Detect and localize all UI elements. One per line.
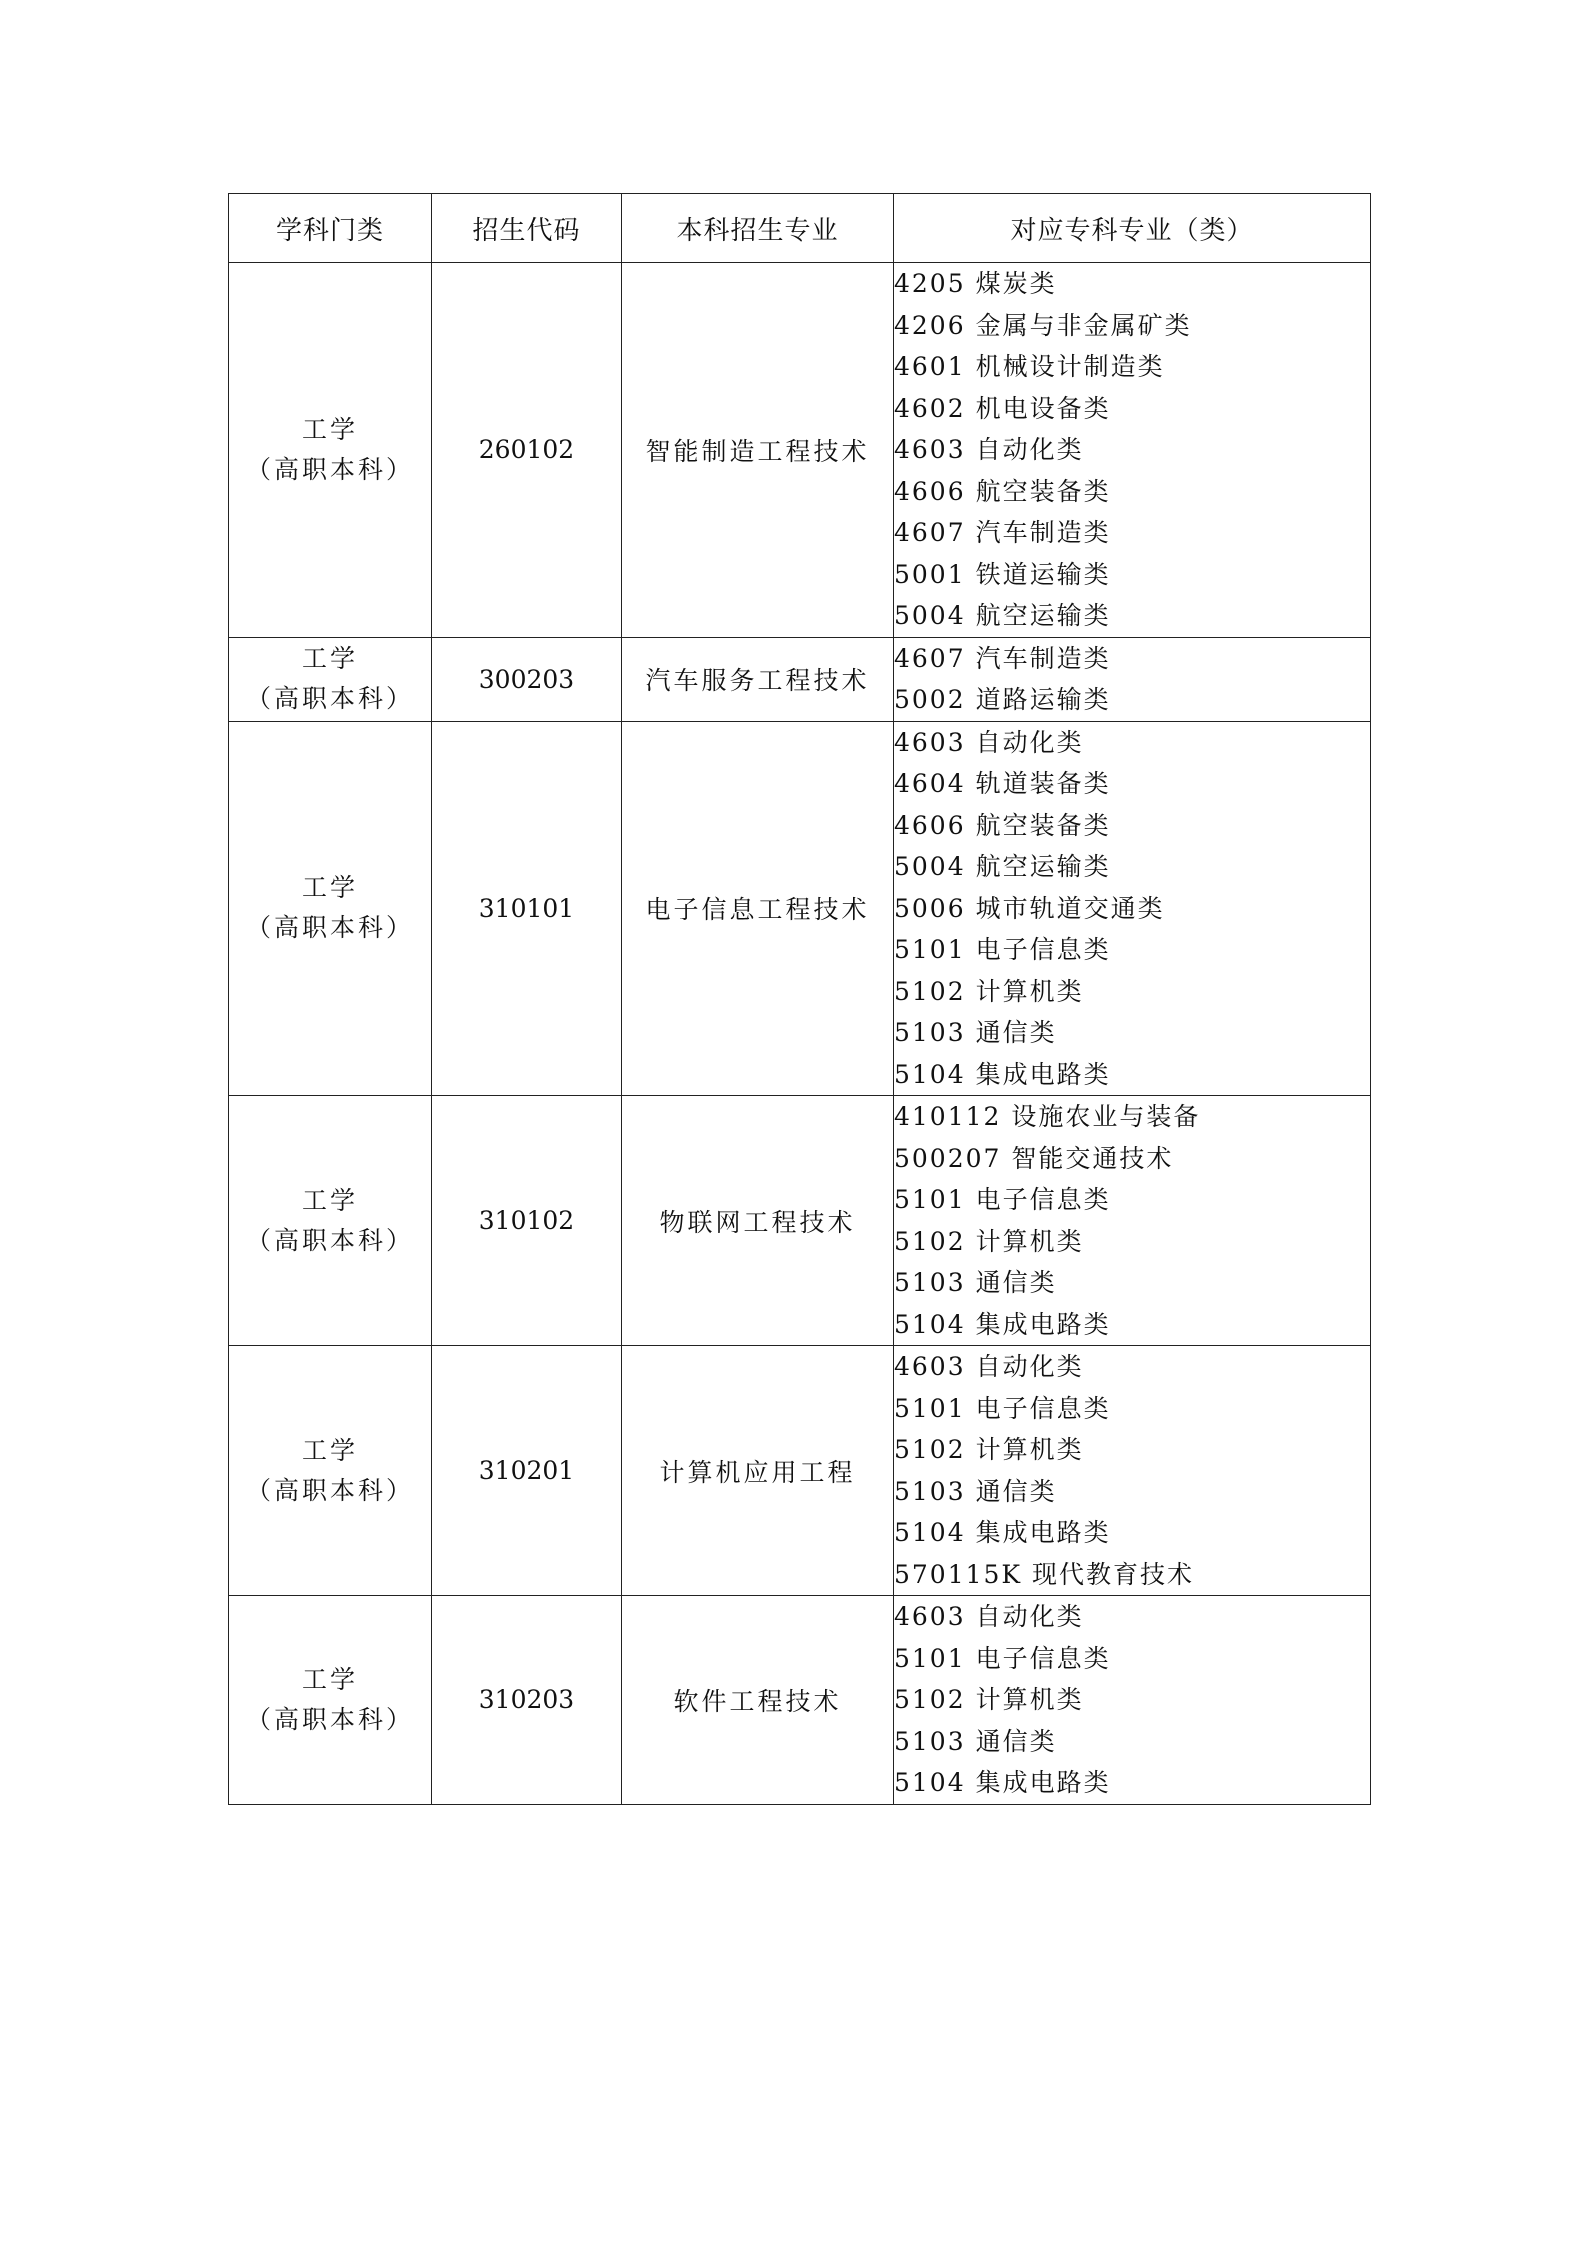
corresponding-item: 5103 通信类 <box>894 1726 1057 1756</box>
corresponding-item: 5102 计算机类 <box>894 1435 1084 1464</box>
corresponding-item: 5002 道路运输类 <box>894 685 1111 714</box>
corresponding-item: 5102 计算机类 <box>894 976 1084 1006</box>
category-cell <box>229 1096 432 1346</box>
corresponding-item: 5104 集成电路类 <box>894 1059 1111 1089</box>
category-label: 工学 <box>301 1185 358 1215</box>
category-label: 工学 <box>301 1435 358 1465</box>
header-row <box>229 194 1371 263</box>
corresponding-cell <box>894 1096 1371 1346</box>
major-cell: 物联网工程技术 <box>622 1096 894 1346</box>
corresponding-item: 4603 自动化类 <box>894 435 1084 464</box>
corresponding-item: 5001 铁道运输类 <box>894 559 1111 589</box>
corresponding-item: 4603 自动化类 <box>894 1602 1084 1631</box>
corresponding-item: 4607 汽车制造类 <box>894 643 1111 673</box>
corresponding-item: 5101 电子信息类 <box>894 1643 1111 1673</box>
major-cell: 计算机应用工程 <box>622 1346 894 1596</box>
header-code: 招生代码 <box>432 194 622 263</box>
corresponding-list <box>894 638 1370 721</box>
table-body <box>229 263 1371 1805</box>
table-row <box>229 721 1371 1096</box>
category-cell <box>229 721 432 1096</box>
level-label: （高职本科） <box>245 913 414 943</box>
code-cell: 310102 <box>432 1096 622 1346</box>
category-label: 工学 <box>301 1664 358 1694</box>
corresponding-item: 5103 通信类 <box>894 1476 1057 1506</box>
corresponding-item: 5104 集成电路类 <box>894 1768 1111 1797</box>
corresponding-item: 4206 金属与非金属矿类 <box>894 310 1192 340</box>
majors-table <box>228 193 1371 1805</box>
corresponding-item: 4607 汽车制造类 <box>894 518 1111 547</box>
category-cell <box>229 1596 432 1805</box>
table-row <box>229 263 1371 638</box>
corresponding-item: 5102 计算机类 <box>894 1226 1084 1256</box>
corresponding-item: 4205 煤炭类 <box>894 269 1057 298</box>
corresponding-item: 4601 机械设计制造类 <box>894 352 1165 381</box>
code-cell: 310203 <box>432 1596 622 1805</box>
corresponding-cell <box>894 1596 1371 1805</box>
level-label: （高职本科） <box>245 1225 414 1255</box>
corresponding-item: 5101 电子信息类 <box>894 935 1111 964</box>
level-label: （高职本科） <box>245 454 414 484</box>
table-row <box>229 1346 1371 1596</box>
corresponding-item: 5103 通信类 <box>894 1018 1057 1047</box>
corresponding-item: 5101 电子信息类 <box>894 1185 1111 1214</box>
level-label: （高职本科） <box>245 1475 414 1505</box>
corresponding-item: 5104 集成电路类 <box>894 1309 1111 1339</box>
corresponding-item: 4606 航空装备类 <box>894 810 1111 840</box>
corresponding-cell <box>894 1346 1371 1596</box>
corresponding-list <box>894 1096 1370 1345</box>
corresponding-item: 4604 轨道装备类 <box>894 769 1111 798</box>
corresponding-cell <box>894 263 1371 638</box>
corresponding-item: 4603 自动化类 <box>894 1352 1084 1381</box>
table-header <box>229 194 1371 263</box>
table-row <box>229 1096 1371 1346</box>
major-cell: 电子信息工程技术 <box>622 721 894 1096</box>
corresponding-cell <box>894 721 1371 1096</box>
code-cell: 260102 <box>432 263 622 638</box>
code-cell: 310201 <box>432 1346 622 1596</box>
corresponding-item: 5104 集成电路类 <box>894 1518 1111 1547</box>
corresponding-list <box>894 1596 1370 1804</box>
table-row <box>229 1596 1371 1805</box>
corresponding-item: 4602 机电设备类 <box>894 393 1111 423</box>
corresponding-item: 5004 航空运输类 <box>894 852 1111 881</box>
header-category: 学科门类 <box>229 194 432 263</box>
corresponding-list <box>894 263 1370 637</box>
corresponding-list <box>894 1346 1370 1595</box>
category-cell <box>229 637 432 721</box>
corresponding-item: 5103 通信类 <box>894 1268 1057 1297</box>
major-cell: 软件工程技术 <box>622 1596 894 1805</box>
corresponding-item: 5102 计算机类 <box>894 1685 1084 1714</box>
level-label: （高职本科） <box>245 684 414 713</box>
corresponding-item: 5004 航空运输类 <box>894 601 1111 630</box>
category-label: 工学 <box>301 414 358 444</box>
header-major: 本科招生专业 <box>622 194 894 263</box>
major-cell: 汽车服务工程技术 <box>622 637 894 721</box>
category-label: 工学 <box>301 873 358 903</box>
corresponding-item: 4603 自动化类 <box>894 727 1084 757</box>
code-cell: 310101 <box>432 721 622 1096</box>
corresponding-item: 570115K 现代教育技术 <box>894 1559 1195 1589</box>
corresponding-item: 500207 智能交通技术 <box>894 1143 1174 1173</box>
corresponding-list <box>894 722 1370 1096</box>
corresponding-item: 410112 设施农业与装备 <box>894 1102 1201 1131</box>
table-row <box>229 637 1371 721</box>
corresponding-item: 5101 电子信息类 <box>894 1393 1111 1423</box>
level-label: （高职本科） <box>245 1704 414 1734</box>
header-corresponding: 对应专科专业（类） <box>894 194 1371 263</box>
major-cell: 智能制造工程技术 <box>622 263 894 638</box>
corresponding-item: 5006 城市轨道交通类 <box>894 893 1165 923</box>
corresponding-cell <box>894 637 1371 721</box>
category-cell <box>229 1346 432 1596</box>
category-cell <box>229 263 432 638</box>
category-label: 工学 <box>301 644 358 673</box>
corresponding-item: 4606 航空装备类 <box>894 476 1111 506</box>
code-cell: 300203 <box>432 637 622 721</box>
